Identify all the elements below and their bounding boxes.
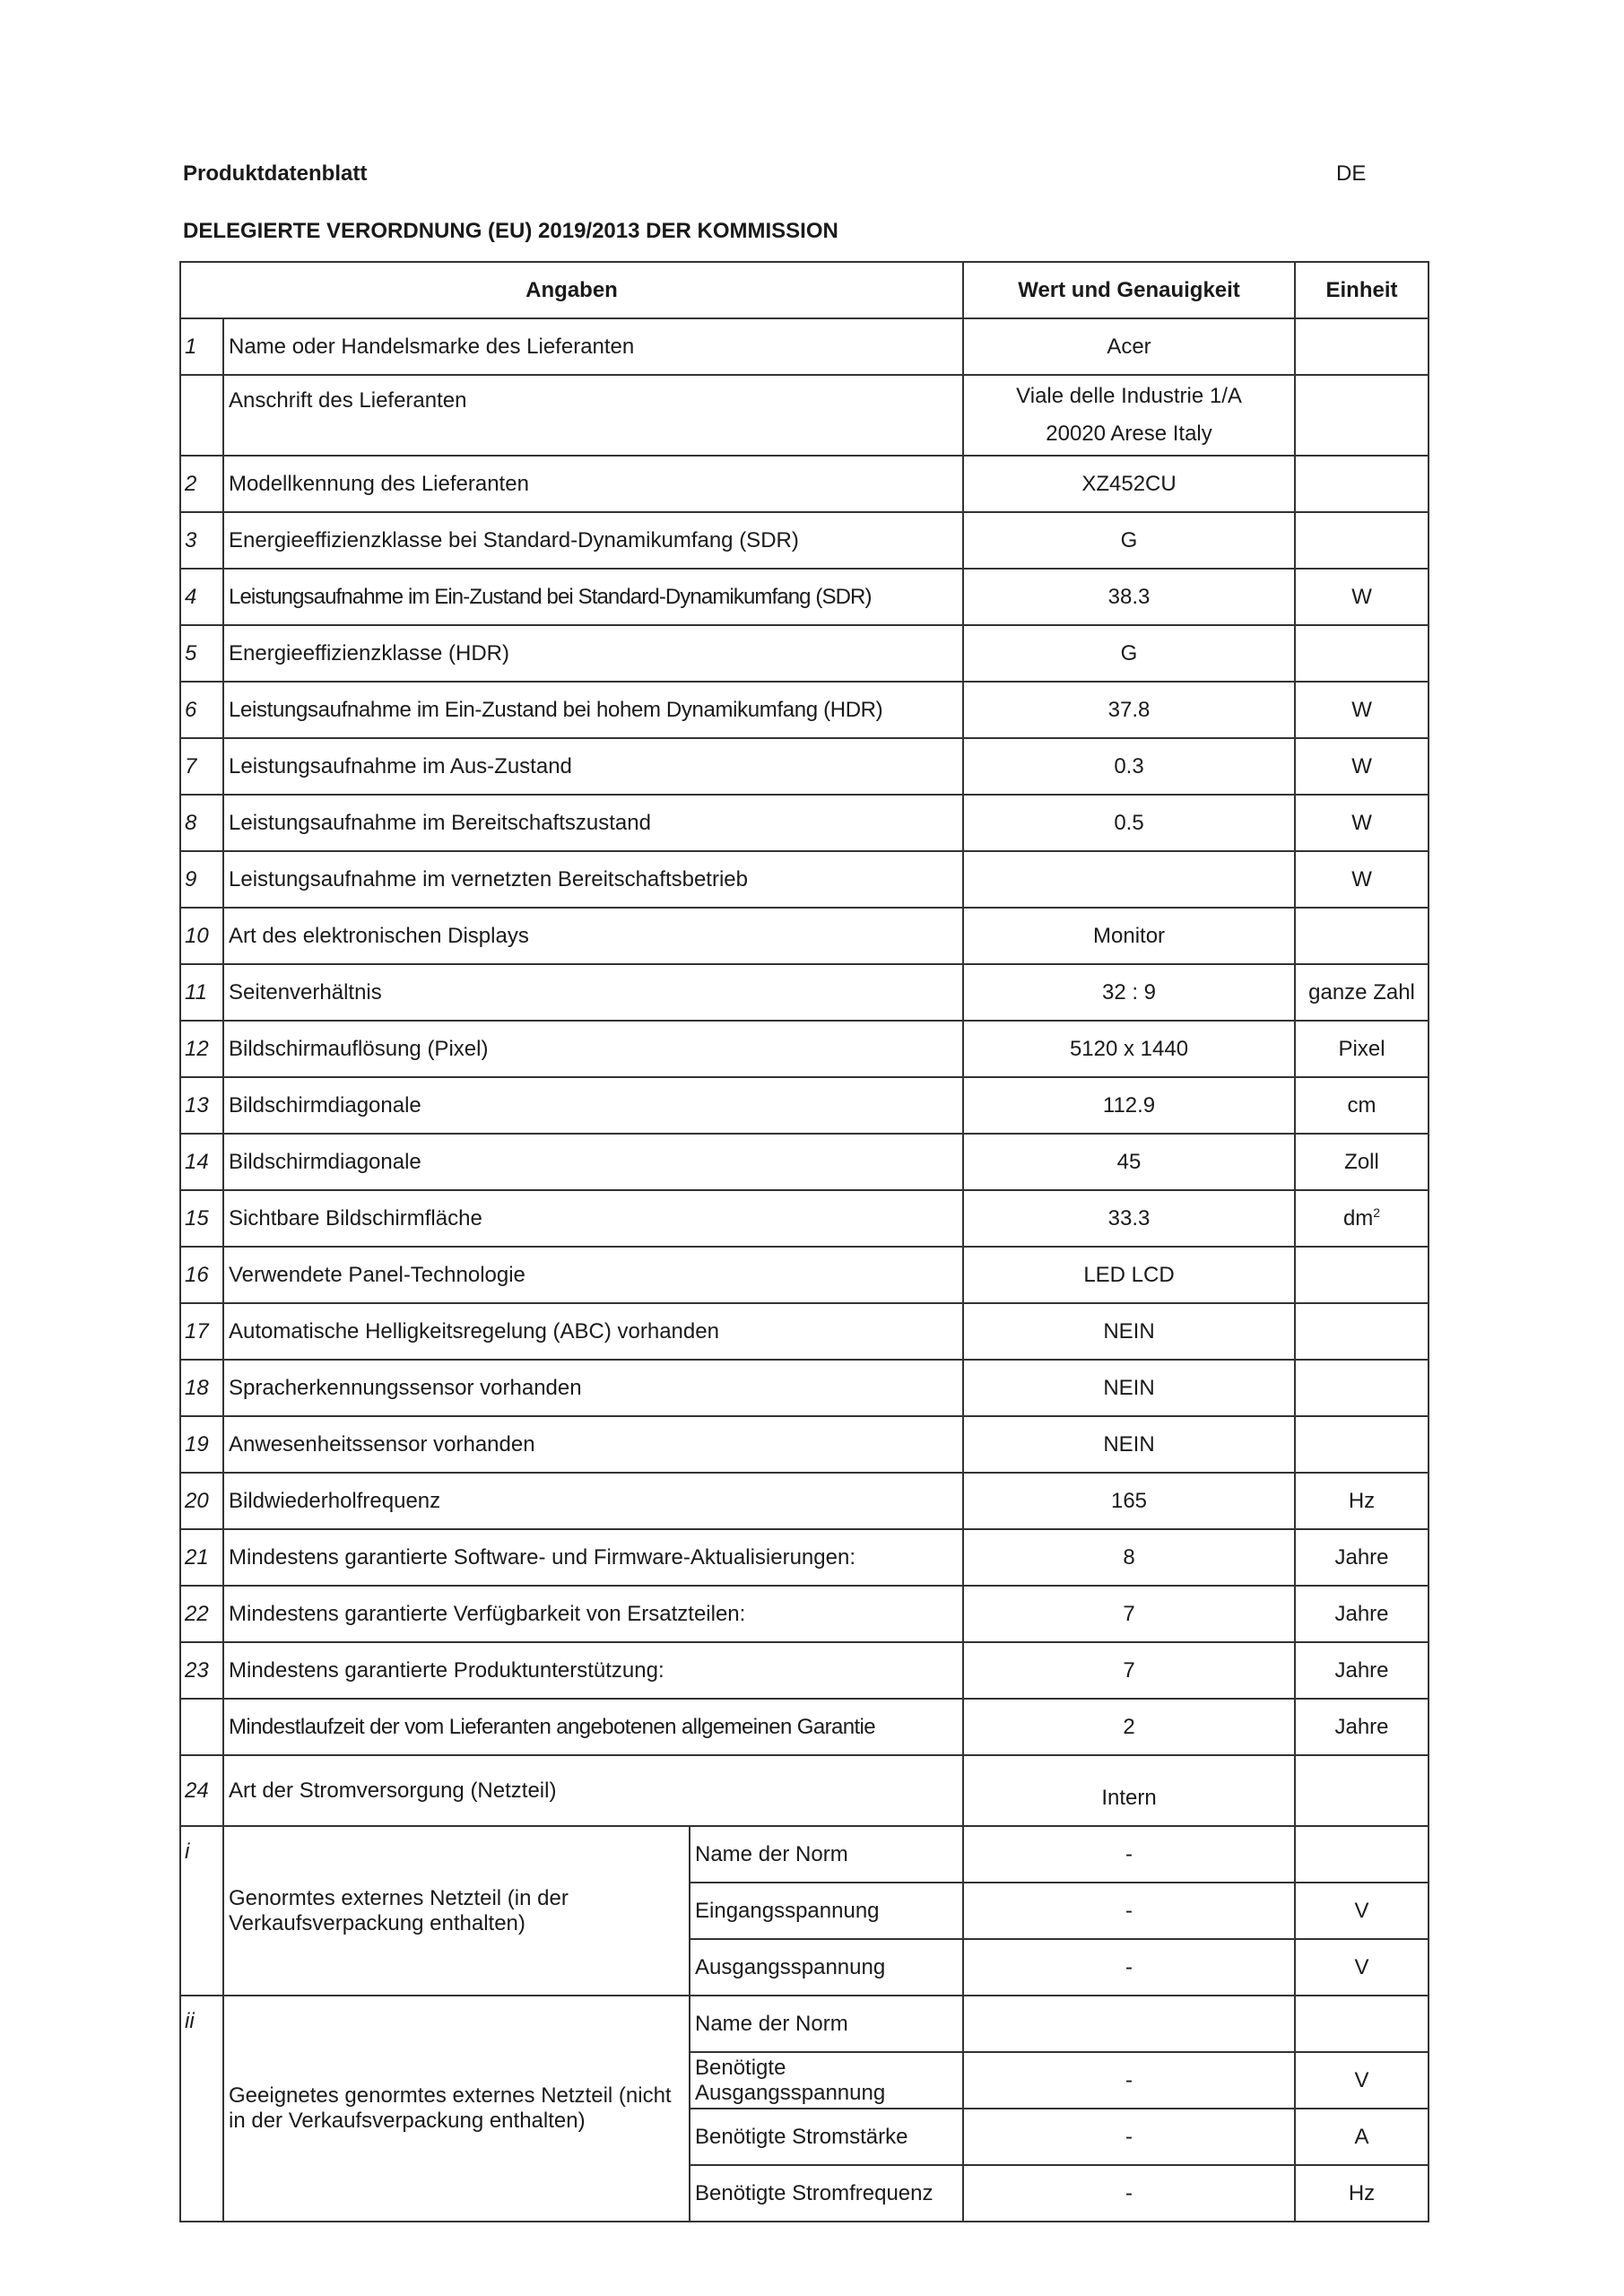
row-label: Mindestlaufzeit der vom Lieferanten angebotenen allgemeinen Garantie: [223, 1699, 963, 1755]
row-label: Name oder Handelsmarke des Lieferanten: [223, 318, 963, 375]
table-row: [180, 625, 1429, 682]
row-number: 19: [180, 1416, 223, 1473]
group-label: Geeignetes genormtes externes Netzteil (nicht in der Verkaufsverpackung enthalten): [223, 1996, 690, 2222]
row-label: Mindestens garantierte Software- und Firmware-Aktualisierungen:: [223, 1529, 963, 1586]
row-label: Bildschirmdiagonale: [223, 1077, 963, 1134]
unit-text: dm: [1342, 1206, 1374, 1231]
group-label: Genormtes externes Netzteil (in der Verkaufsverpackung enthalten): [223, 1826, 690, 1996]
row-label: Leistungsaufnahme im Ein-Zustand bei Standard-Dynamikumfang (SDR): [223, 569, 963, 625]
row-value: NEIN: [963, 1303, 1295, 1360]
table-row: [180, 1190, 1429, 1247]
row-number: 7: [180, 738, 223, 795]
row-unit: ganze Zahl: [1295, 964, 1429, 1021]
row-label: Leistungsaufnahme im Ein-Zustand bei hohem Dynamikumfang (HDR): [223, 682, 963, 738]
row-number: 17: [180, 1303, 223, 1360]
row-value: 33.3: [963, 1190, 1295, 1247]
row-unit: [1295, 625, 1429, 682]
row-value: Monitor: [963, 908, 1295, 964]
row-unit: [1295, 318, 1429, 375]
row-label: Verwendete Panel-Technologie: [223, 1247, 963, 1303]
row-unit: Hz: [1295, 2165, 1429, 2222]
row-value: 165: [963, 1473, 1295, 1529]
row-value: G: [963, 512, 1295, 569]
row-unit: cm: [1295, 1077, 1429, 1134]
row-label: Seitenverhältnis: [223, 964, 963, 1021]
table-row: [180, 456, 1429, 512]
row-number: 1: [180, 318, 223, 375]
language-code: DE: [1336, 161, 1367, 186]
row-number: 9: [180, 851, 223, 908]
table-row: [180, 1134, 1429, 1190]
row-value: 0.5: [963, 795, 1295, 851]
row-number: ii: [180, 1996, 223, 2222]
row-value: 37.8: [963, 682, 1295, 738]
row-number: 21: [180, 1529, 223, 1586]
row-number: [180, 1699, 223, 1755]
row-number: 10: [180, 908, 223, 964]
row-number: i: [180, 1826, 223, 1996]
row-unit: [1295, 1360, 1429, 1416]
row-unit: W: [1295, 738, 1429, 795]
row-label: Art des elektronischen Displays: [223, 908, 963, 964]
product-data-table: [179, 261, 1429, 2222]
table-row: [180, 318, 1429, 375]
row-number: 20: [180, 1473, 223, 1529]
row-unit: [1295, 375, 1429, 456]
table-row: [180, 1303, 1429, 1360]
row-label: Energieeffizienzklasse bei Standard-Dynamikumfang (SDR): [223, 512, 963, 569]
table-row: [180, 1416, 1429, 1473]
row-number: 6: [180, 682, 223, 738]
row-label: Leistungsaufnahme im Aus-Zustand: [223, 738, 963, 795]
row-unit: Jahre: [1295, 1529, 1429, 1586]
row-value: -: [963, 1939, 1295, 1996]
row-unit: [1295, 1416, 1429, 1473]
row-unit: Zoll: [1295, 1134, 1429, 1190]
row-label: Leistungsaufnahme im vernetzten Bereitschaftsbetrieb: [223, 851, 963, 908]
sub-label: Eingangsspannung: [690, 1883, 963, 1939]
row-value: -: [963, 2052, 1295, 2109]
table-row: [180, 1077, 1429, 1134]
row-unit: W: [1295, 795, 1429, 851]
row-number: 12: [180, 1021, 223, 1077]
row-unit: Jahre: [1295, 1642, 1429, 1699]
row-value: 45: [963, 1134, 1295, 1190]
row-unit: [1295, 908, 1429, 964]
row-unit: W: [1295, 851, 1429, 908]
row-value: 2: [963, 1699, 1295, 1755]
table-row: [180, 512, 1429, 569]
column-header-info: Angaben: [180, 262, 963, 318]
column-header-unit: Einheit: [1295, 262, 1429, 318]
table-row: [180, 1473, 1429, 1529]
row-value: -: [963, 1826, 1295, 1883]
table-row: [180, 569, 1429, 625]
unit-superscript: 2: [1373, 1205, 1381, 1220]
table-row: [180, 1021, 1429, 1077]
row-label: Bildwiederholfrequenz: [223, 1473, 963, 1529]
table-row: [180, 908, 1429, 964]
row-number: 24: [180, 1755, 223, 1826]
row-label: Spracherkennungssensor vorhanden: [223, 1360, 963, 1416]
table-row: [180, 1529, 1429, 1586]
row-value: [963, 375, 1295, 456]
row-unit: [1295, 1303, 1429, 1360]
row-unit: Hz: [1295, 1473, 1429, 1529]
row-unit: V: [1295, 2052, 1429, 2109]
row-label: Bildschirmauflösung (Pixel): [223, 1021, 963, 1077]
row-number: 3: [180, 512, 223, 569]
table-row: [180, 1755, 1429, 1826]
row-number: 22: [180, 1586, 223, 1642]
row-value: 7: [963, 1586, 1295, 1642]
row-value: [963, 1996, 1295, 2052]
row-unit: Jahre: [1295, 1586, 1429, 1642]
row-unit: [1295, 1247, 1429, 1303]
table-header-row: [180, 262, 1429, 318]
row-label: Automatische Helligkeitsregelung (ABC) vorhanden: [223, 1303, 963, 1360]
row-number: 14: [180, 1134, 223, 1190]
row-number: 23: [180, 1642, 223, 1699]
table-row: [180, 682, 1429, 738]
address-line-2: 20020 Arese Italy: [1046, 422, 1212, 446]
row-value: G: [963, 625, 1295, 682]
row-value: 7: [963, 1642, 1295, 1699]
row-unit: [1295, 1996, 1429, 2052]
row-unit: [1295, 1190, 1429, 1247]
row-unit: W: [1295, 569, 1429, 625]
column-header-value: Wert und Genauigkeit: [963, 262, 1295, 318]
row-label: Sichtbare Bildschirmfläche: [223, 1190, 963, 1247]
row-value: LED LCD: [963, 1247, 1295, 1303]
row-value: XZ452CU: [963, 456, 1295, 512]
row-number: 11: [180, 964, 223, 1021]
sub-label: Name der Norm: [690, 1996, 963, 2052]
row-label: Art der Stromversorgung (Netzteil): [223, 1755, 963, 1826]
row-value: -: [963, 1883, 1295, 1939]
row-label: Anwesenheitssensor vorhanden: [223, 1416, 963, 1473]
row-unit: V: [1295, 1939, 1429, 1996]
row-number: 13: [180, 1077, 223, 1134]
row-unit: [1295, 456, 1429, 512]
document-title: Produktdatenblatt: [183, 161, 368, 186]
row-label: Bildschirmdiagonale: [223, 1134, 963, 1190]
row-unit: [1295, 512, 1429, 569]
row-label: Mindestens garantierte Produktunterstützung:: [223, 1642, 963, 1699]
regulation-title: DELEGIERTE VERORDNUNG (EU) 2019/2013 DER KOMMISSION: [183, 219, 838, 243]
row-value: Intern: [963, 1755, 1295, 1826]
table-row: [180, 1247, 1429, 1303]
row-unit: Jahre: [1295, 1699, 1429, 1755]
table-row: [180, 851, 1429, 908]
sub-label: Ausgangsspannung: [690, 1939, 963, 1996]
row-number: 8: [180, 795, 223, 851]
row-unit: V: [1295, 1883, 1429, 1939]
row-value: -: [963, 2109, 1295, 2165]
row-value: 112.9: [963, 1077, 1295, 1134]
row-label: Leistungsaufnahme im Bereitschaftszustand: [223, 795, 963, 851]
table-row: [180, 1642, 1429, 1699]
row-number: 18: [180, 1360, 223, 1416]
sub-label: Benötigte Stromfrequenz: [690, 2165, 963, 2222]
row-number: 16: [180, 1247, 223, 1303]
row-value: NEIN: [963, 1360, 1295, 1416]
row-number: 2: [180, 456, 223, 512]
table-row: [180, 795, 1429, 851]
row-unit: A: [1295, 2109, 1429, 2165]
row-value: 32 : 9: [963, 964, 1295, 1021]
row-value: 5120 x 1440: [963, 1021, 1295, 1077]
row-unit: [1295, 1826, 1429, 1883]
table-row: [180, 1996, 1429, 2052]
row-value: Acer: [963, 318, 1295, 375]
row-label: Anschrift des Lieferanten: [223, 375, 963, 456]
row-label: Modellkennung des Lieferanten: [223, 456, 963, 512]
row-value: NEIN: [963, 1416, 1295, 1473]
table-row: [180, 1826, 1429, 1883]
row-unit: Pixel: [1295, 1021, 1429, 1077]
table-row: [180, 738, 1429, 795]
row-value: 38.3: [963, 569, 1295, 625]
row-number: 15: [180, 1190, 223, 1247]
sub-label: Name der Norm: [690, 1826, 963, 1883]
row-value: 8: [963, 1529, 1295, 1586]
row-number: 4: [180, 569, 223, 625]
sub-label: Benötigte Stromstärke: [690, 2109, 963, 2165]
row-number: [180, 375, 223, 456]
table-row: [180, 1699, 1429, 1755]
sub-label: Benötigte Ausgangsspannung: [690, 2052, 963, 2109]
row-value: [963, 851, 1295, 908]
row-unit: W: [1295, 682, 1429, 738]
table-row: [180, 964, 1429, 1021]
row-value: 0.3: [963, 738, 1295, 795]
address-line-1: Viale delle Industrie 1/A: [1016, 384, 1242, 408]
table-row: [180, 1586, 1429, 1642]
row-label: Mindestens garantierte Verfügbarkeit von Ersatzteilen:: [223, 1586, 963, 1642]
table-row: [180, 1360, 1429, 1416]
row-label: Energieeffizienzklasse (HDR): [223, 625, 963, 682]
row-number: 5: [180, 625, 223, 682]
table-row: [180, 375, 1429, 456]
row-value: -: [963, 2165, 1295, 2222]
row-unit: [1295, 1755, 1429, 1826]
